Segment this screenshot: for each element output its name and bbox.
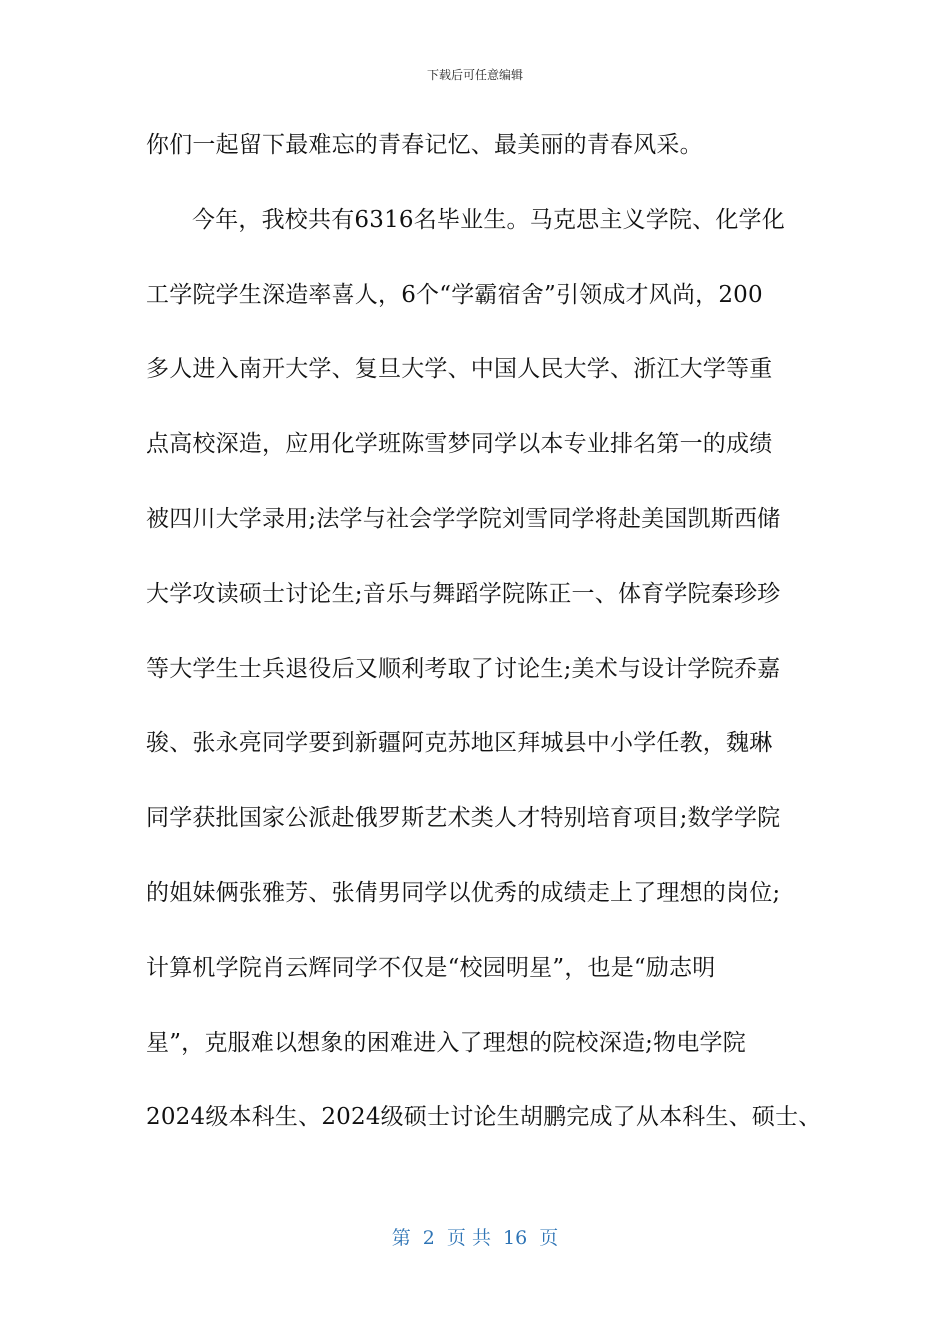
paragraph-line: 你们一起留下最难忘的青春记忆、最美丽的青春风采。 <box>146 132 703 158</box>
paragraph-line: 今年，我校共有6316名毕业生。马克思主义学院、化学化 <box>192 206 785 233</box>
paragraph-line: 星”，克服难以想象的困难进入了理想的院校深造;物电学院 <box>146 1029 746 1056</box>
paragraph-line: 多人进入南开大学、复旦大学、中国人民大学、浙江大学等重 <box>146 356 773 383</box>
page-number-footer: 第 2 页 共 16 页 <box>391 1227 559 1249</box>
paragraph-line: 工学院学生深造率喜人，6个“学霸宿舍”引领成才风尚，200 <box>146 281 763 308</box>
header-note: 下载后可任意编辑 <box>426 68 523 82</box>
paragraph-line: 的姐妹俩张雅芳、张倩男同学以优秀的成绩走上了理想的岗位; <box>146 879 781 906</box>
paragraph-line: 被四川大学录用;法学与社会学学院刘雪同学将赴美国凯斯西储 <box>146 505 781 532</box>
paragraph-line: 骏、张永亮同学要到新疆阿克苏地区拜城县中小学任教，魏琳 <box>146 730 773 757</box>
paragraph-line: 同学获批国家公派赴俄罗斯艺术类人才特别培育项目;数学学院 <box>146 805 781 832</box>
body-text <box>146 124 822 1171</box>
paragraph-line: 等大学生士兵退役后又顺利考取了讨论生;美术与设计学院乔嘉 <box>146 655 781 682</box>
paragraph-line: 点高校深造，应用化学班陈雪梦同学以本专业排名第一的成绩 <box>146 431 773 458</box>
paragraph-line: 2024级本科生、2024级硕士讨论生胡鹏完成了从本科生、硕士、 <box>146 1104 822 1131</box>
paragraph-line: 大学攻读硕士讨论生;音乐与舞蹈学院陈正一、体育学院秦珍珍 <box>146 580 781 607</box>
paragraph-line: 计算机学院肖云辉同学不仅是“校园明星”，也是“励志明 <box>146 954 716 981</box>
